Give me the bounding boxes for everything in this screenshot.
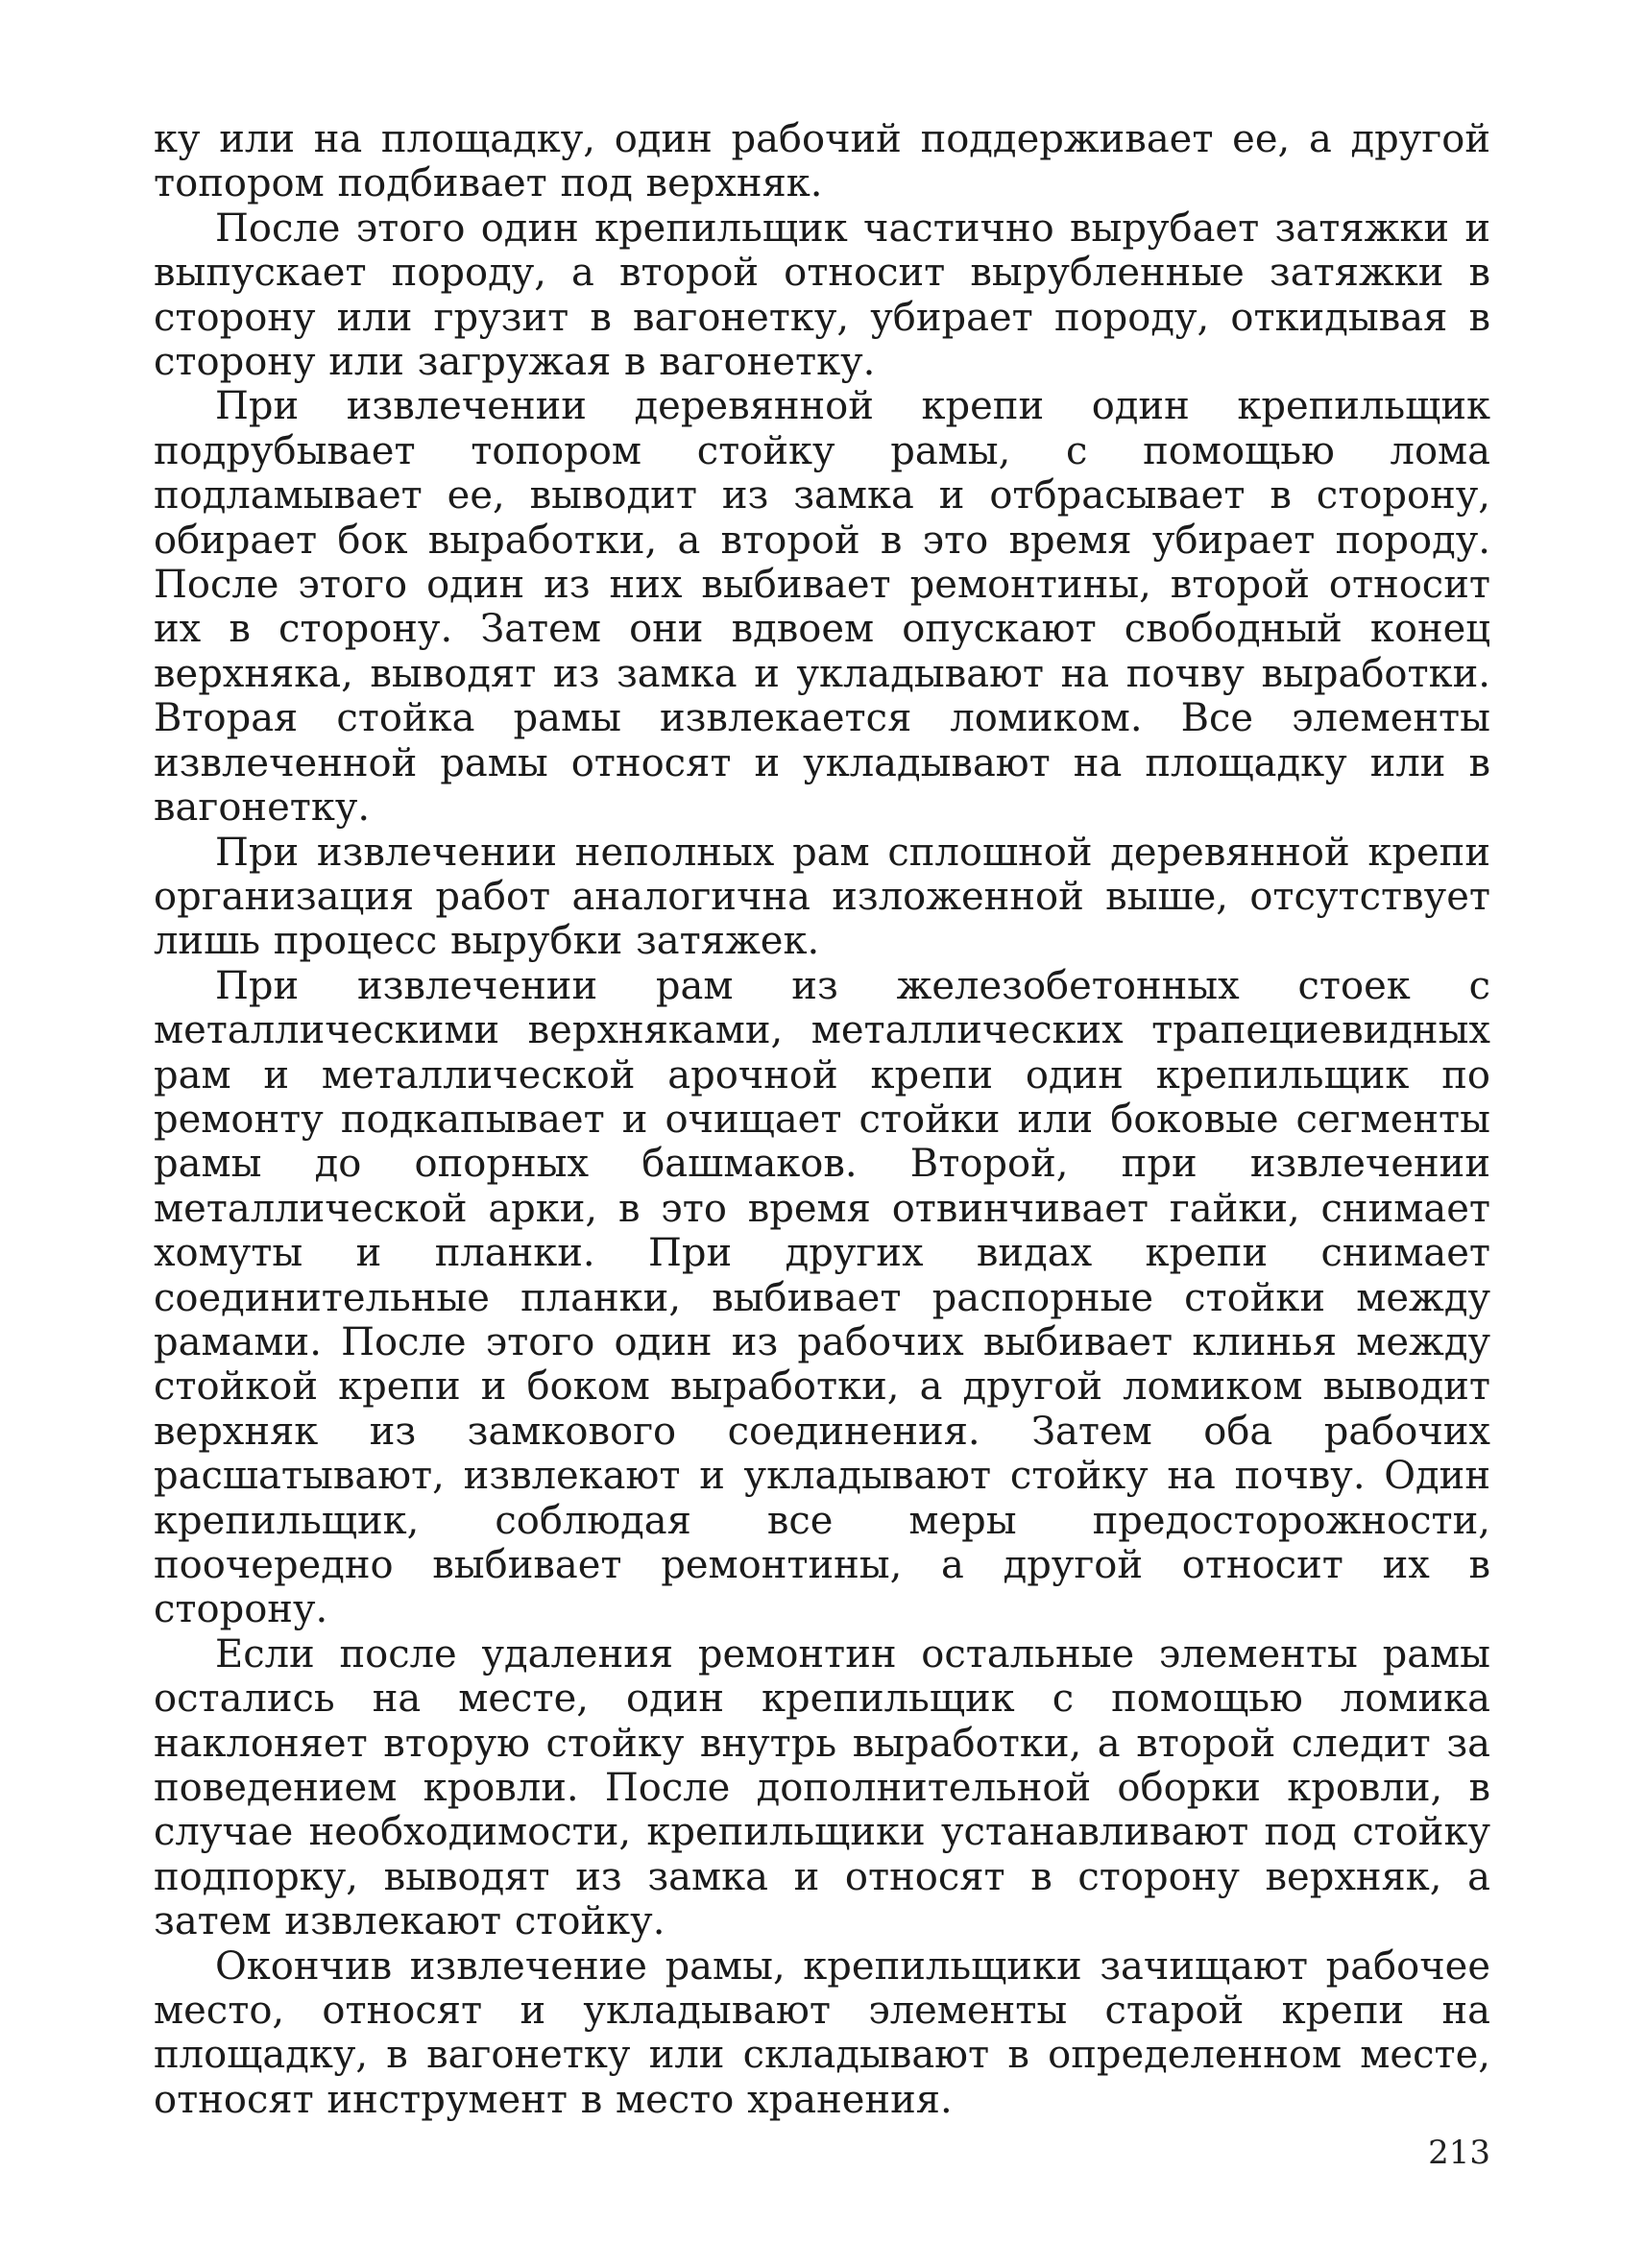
document-page: [154, 117, 1490, 2172]
page-number: 213: [1428, 2134, 1490, 2172]
paragraph-4: При извлечении неполных рам сплошной деревянной крепи организация работ аналогична изложенной выше, отсутствует лишь процесс вырубки затяжек.: [154, 830, 1490, 964]
paragraph-5: При извлечении рам из железобетонных стоек с металлическими верхняками, металлических трапециевидных рам и металлической арочной крепи один крепильщик по ремонту подкапывает и очищает стойки или боковые сегменты рамы до опорных башмаков. Второй, при извлечении металлической арки, в это время отвинчивает гайки, снимает хомуты и планки. При других видах крепи снимает соединительные планки, выбивает распорные стойки между рамами. После этого один из рабочих выбивает клинья между стойкой крепи и боком выработки, а другой ломиком выводит верхняк из замкового соединения. Затем оба рабочих расшатывают, извлекают и укладывают стойку на почву. Один крепильщик, соблюдая все меры предосторожности, поочередно выбивает ремонтины, а другой относит их в сторону.: [154, 963, 1490, 1632]
paragraph-6: Если после удаления ремонтин остальные элементы рамы остались на месте, один крепильщик с помощью ломика наклоняет вторую стойку внутрь выработки, а второй следит за поведением кровли. После дополнительной оборки кровли, в случае необходимости, крепильщики устанавливают под стойку подпорку, выводят из замка и относят в сторону верхняк, а затем извлекают стойку.: [154, 1631, 1490, 1944]
paragraph-2: После этого один крепильщик частично вырубает затяжки и выпускает породу, а второй относит вырубленные затяжки в сторону или грузит в вагонетку, убирает породу, откидывая в сторону или загружая в вагонетку.: [154, 205, 1490, 385]
body-text: [154, 117, 1490, 2122]
paragraph-3: При извлечении деревянной крепи один крепильщик подрубывает топором стойку рамы, с помощью лома подламывает ее, выводит из замка и отбрасывает в сторону, обирает бок выработки, а второй в это время убирает породу. После этого один из них выбивает ремонтины, второй относит их в сторону. Затем они вдвоем опускают свободный конец верхняка, выводят из замка и укладывают на почву выработки. Вторая стойка рамы извлекается ломиком. Все элементы извлеченной рамы относят и укладывают на площадку или в вагонетку.: [154, 384, 1490, 831]
paragraph-continuation: ку или на площадку, один рабочий поддерживает ее, а другой топором подбивает под верхняк.: [154, 117, 1490, 206]
paragraph-7: Окончив извлечение рамы, крепильщики зачищают рабочее место, относят и укладывают элементы старой крепи на площадку, в вагонетку или складывают в определенном месте, относят инструмент в место хранения.: [154, 1943, 1490, 2122]
